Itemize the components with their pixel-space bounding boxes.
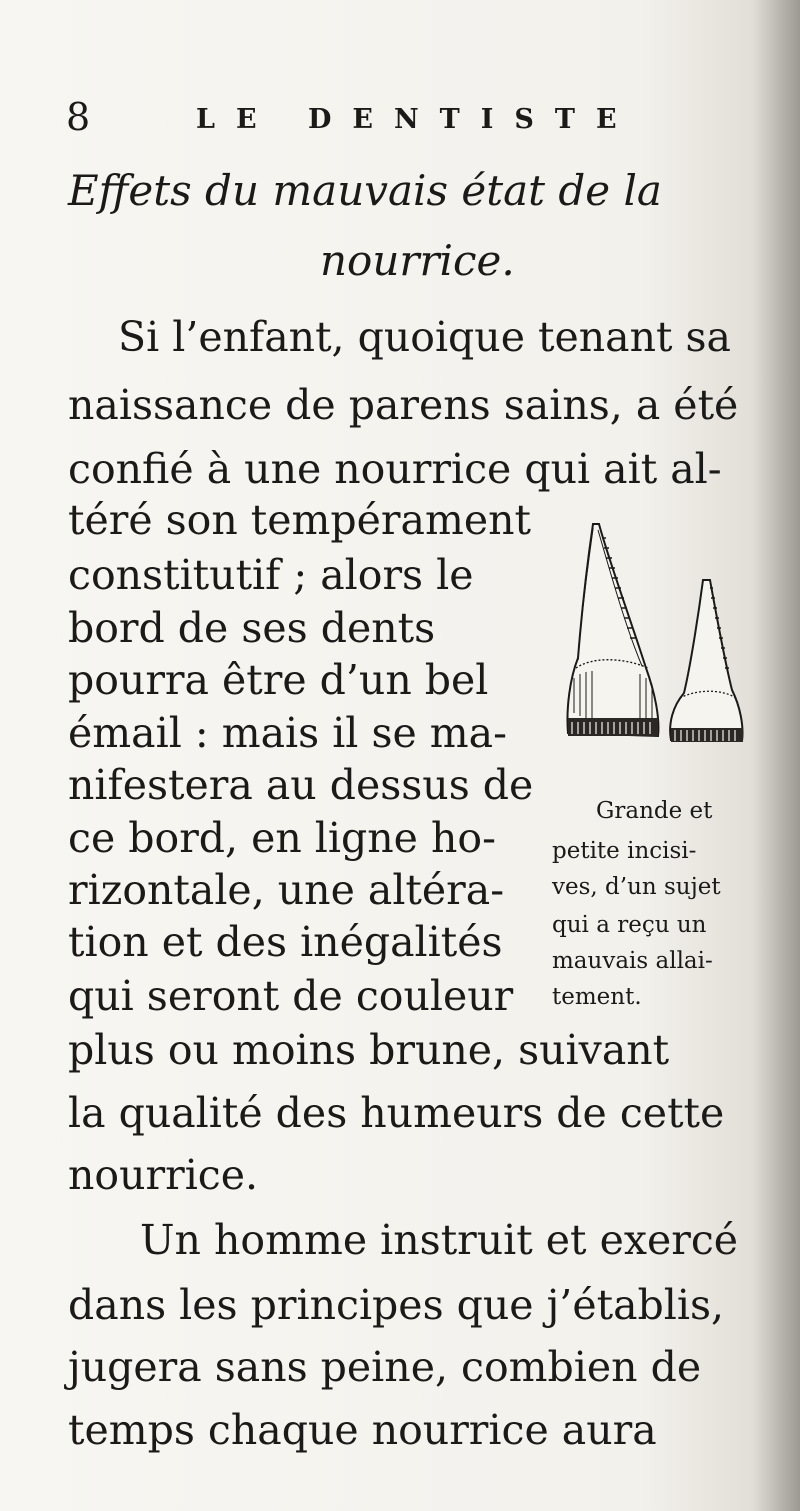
paragraph-2-line-2: dans les principes que j’établis, [68, 1281, 725, 1329]
paragraph-1-line-6: bord de ses dents [68, 604, 436, 652]
figure-caption-line-6: tement. [552, 984, 642, 1010]
paragraph-2-line-1: Un homme instruit et exercé [140, 1216, 739, 1264]
paragraph-1-line-12: tion et des inégalités [68, 918, 503, 966]
page-number: 8 [66, 95, 91, 139]
paragraph-1-line-13: qui seront de couleur [68, 972, 514, 1020]
small-incisor-drawing [670, 580, 743, 742]
figure-caption-line-1: Grande et [596, 798, 713, 824]
paragraph-1-line-15: la qualité des humeurs de cette [68, 1089, 725, 1137]
paragraph-1-line-8: émail : mais il se ma- [68, 709, 507, 757]
figure-caption-line-2: petite incisi- [552, 838, 697, 864]
paragraph-1-line-7: pourra être d’un bel [68, 656, 489, 704]
paragraph-1-line-10: ce bord, en ligne ho- [68, 814, 496, 862]
paragraph-1-line-3: confié à une nourrice qui ait al- [68, 445, 722, 493]
paragraph-1-line-16: nourrice. [68, 1151, 259, 1199]
paragraph-1-line-2: naissance de parens sains, a été [68, 381, 739, 429]
paragraph-2-line-3: jugera sans peine, combien de [68, 1343, 702, 1391]
section-heading-line-2: nourrice. [320, 236, 515, 285]
paragraph-1-line-11: rizontale, une altéra- [68, 866, 505, 914]
running-title: LE DENTISTE [196, 104, 638, 135]
paragraph-1-line-1: Si l’enfant, quoique tenant sa [118, 313, 731, 361]
paragraph-1-line-14: plus ou moins brune, suivant [68, 1026, 670, 1074]
large-incisor-drawing [567, 524, 658, 736]
section-heading-line-1: Effets du mauvais état de la [68, 166, 662, 215]
figure-caption-line-5: mauvais allai- [552, 948, 713, 974]
paragraph-1-line-9: nifestera au dessus de [68, 761, 534, 809]
paragraph-1-line-4: téré son tempérament [68, 496, 531, 544]
paragraph-1-line-5: constitutif ; alors le [68, 551, 474, 599]
paragraph-2-line-4: temps chaque nourrice aura [68, 1406, 657, 1454]
incisors-engraving [560, 518, 750, 774]
figure-caption-line-4: qui a reçu un [552, 912, 707, 938]
figure-caption-line-3: ves, d’un sujet [552, 874, 721, 900]
